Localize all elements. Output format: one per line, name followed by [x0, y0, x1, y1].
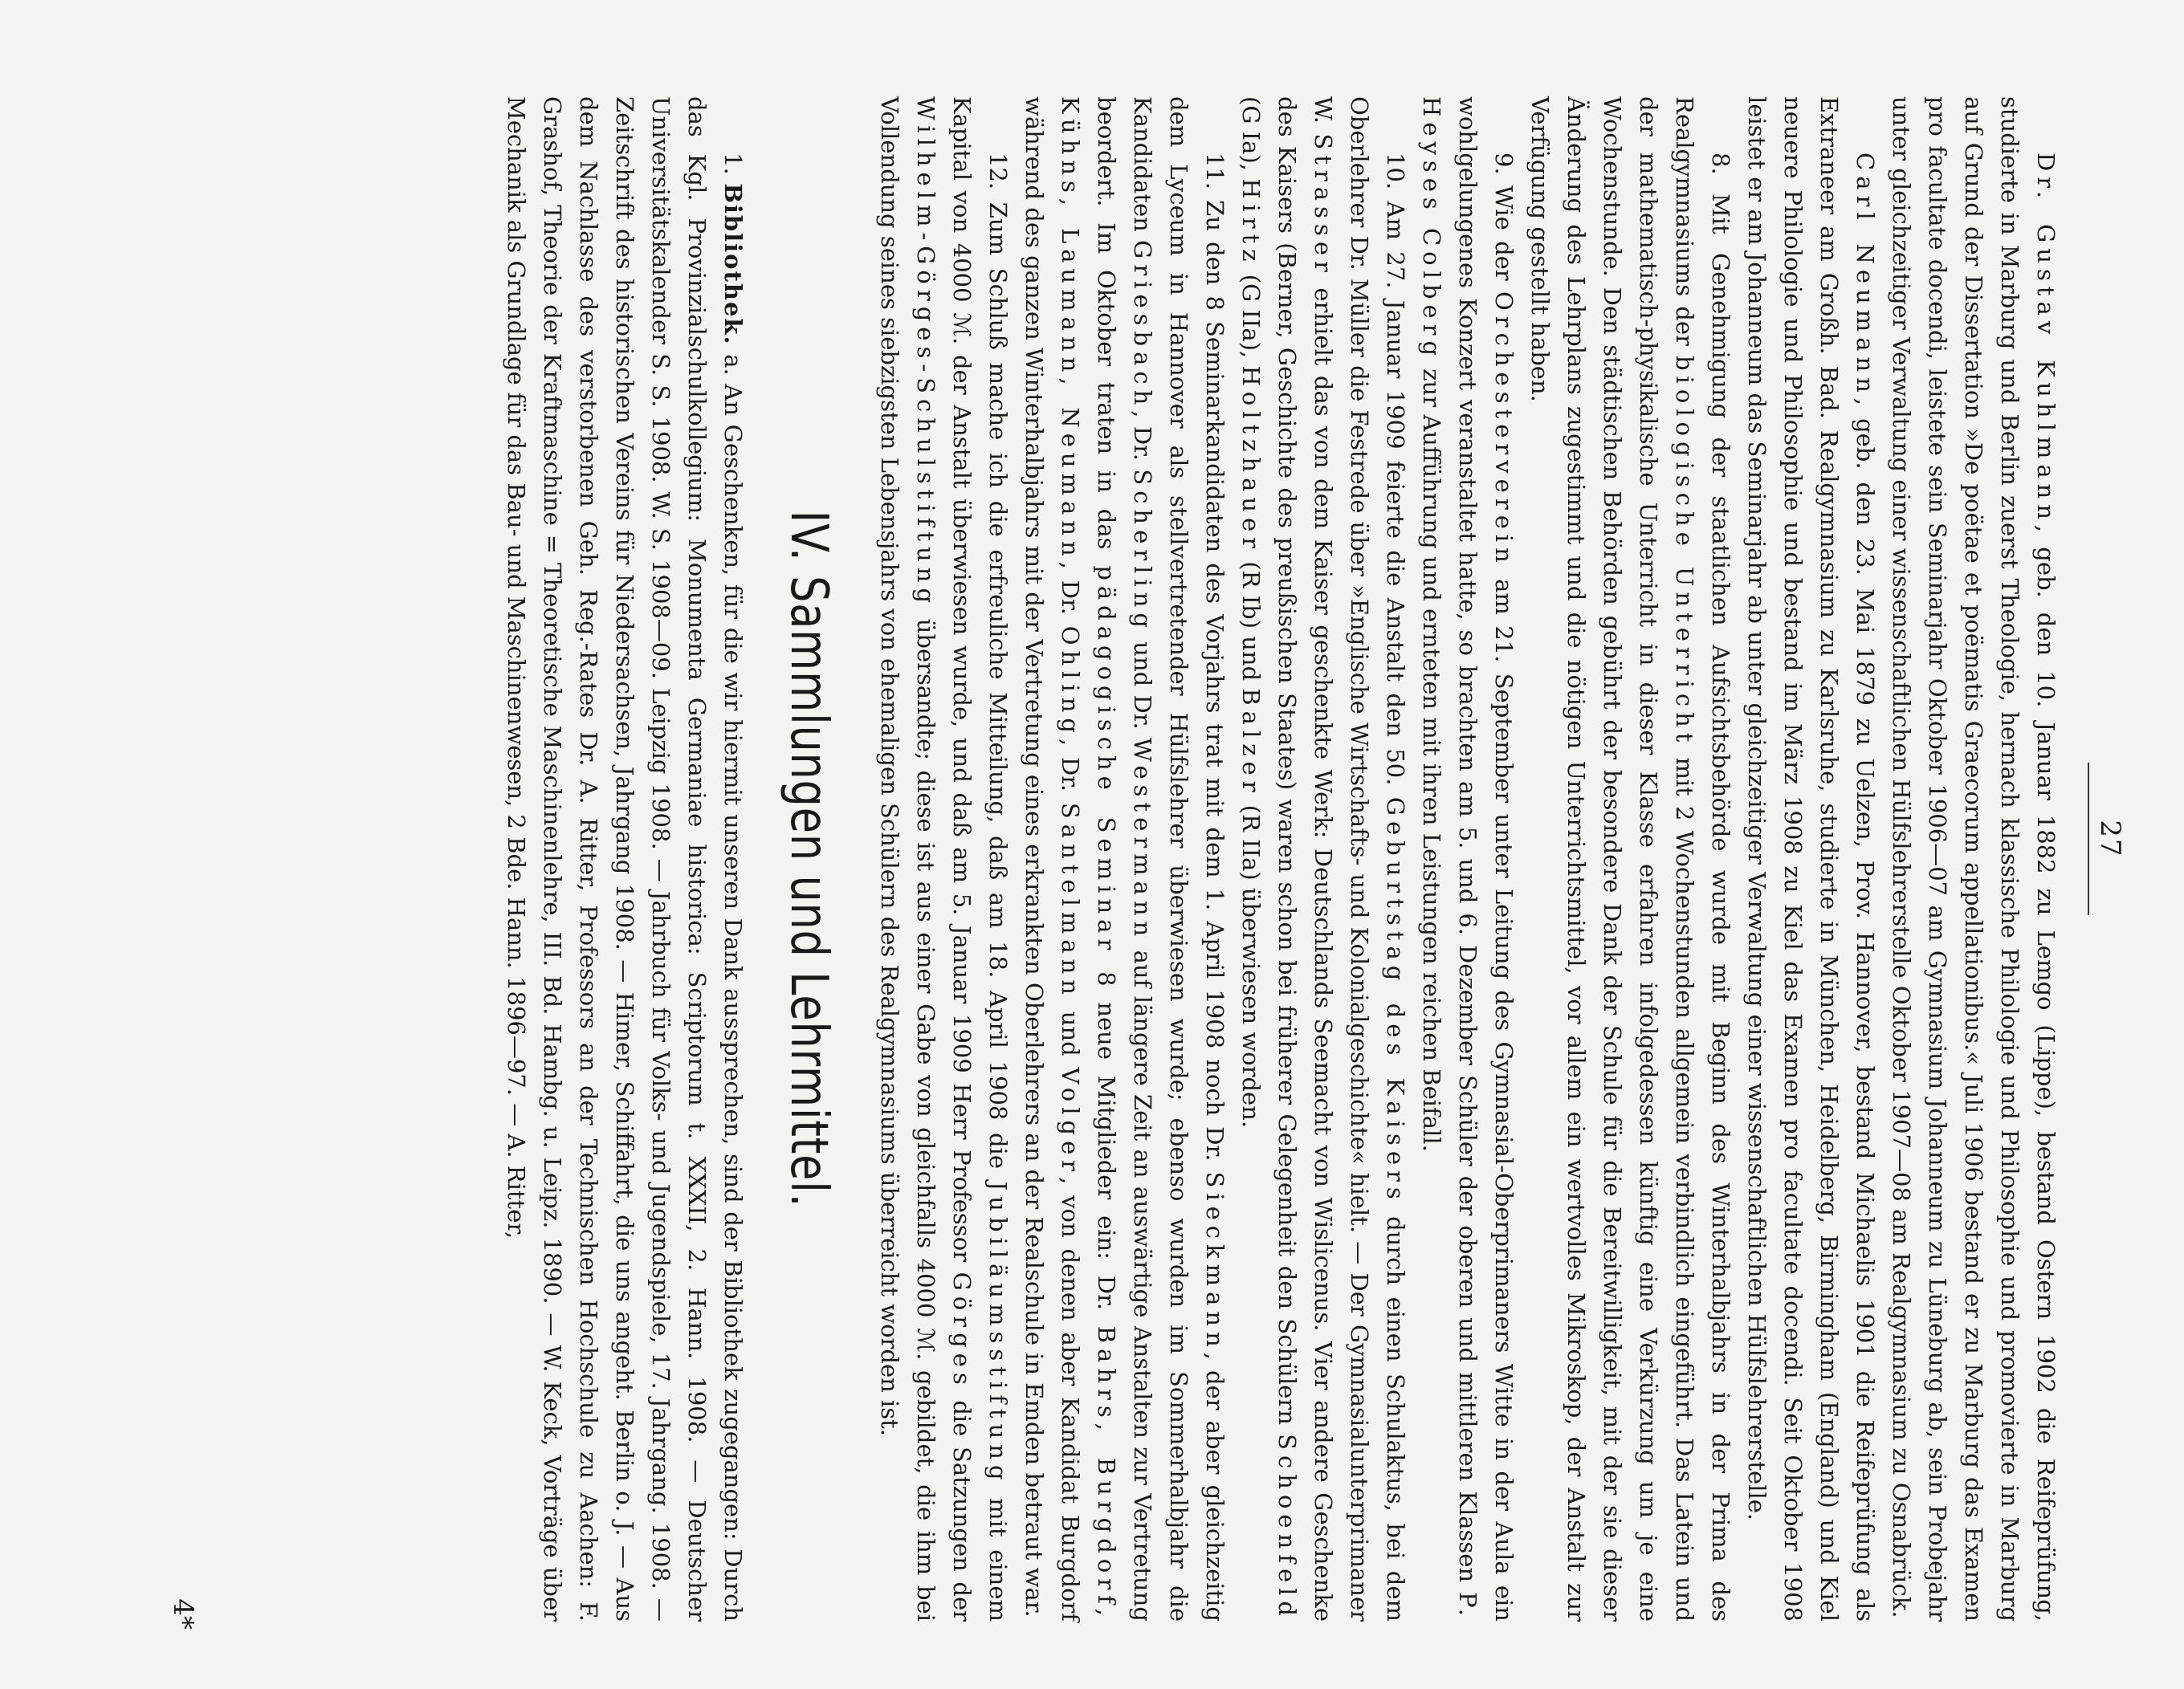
emphasis-foundation: Wilhelm-Görges-Schulstiftung [912, 96, 939, 609]
paragraph-10-kaiser [1233, 96, 1413, 1622]
emphasis-name: Schoenfeld [1273, 1434, 1301, 1622]
text-segment: zur Aufführung und ernteten mit ihren Leistungen reichen Beifall. [1418, 361, 1445, 1152]
text-segment: , Dr. [1129, 410, 1156, 470]
emphasis-name: Scherling [1129, 469, 1156, 633]
paragraph-9-orchestra [1413, 96, 1522, 1622]
text-segment: , von denen aber Kandidat Burgdorf während des ganzen Winterhalbjahrs mit der Vertretung eines erkrankten Oberlehrers an der Realschule in Emden betraut war. [1021, 96, 1084, 1622]
text-segment: 9. Wie der [1490, 153, 1518, 291]
emphasis-name: Görges [948, 1272, 976, 1390]
text-segment: (R Ib) und [1237, 554, 1265, 689]
paragraph-library [498, 96, 751, 1622]
emphasis-name: Santelmann [1057, 802, 1084, 1000]
emphasis-names: Bahrs, Burgdorf, Kühns, Laumann, Neumann [1057, 96, 1120, 1622]
emphasis-colberg: P. Heyses Colberg [1418, 96, 1481, 1622]
emphasis-name: Balzer [1237, 688, 1265, 798]
text-segment: und [1057, 999, 1084, 1068]
paragraph-8-biology [1522, 96, 1738, 1622]
text-segment: 12. Zum Schluß mache ich die erfreuliche Mitteilung, daß am 18. April 1908 die [984, 153, 1012, 1182]
text-segment: 11. Zu den 8 Seminarkandidaten des Vorjahrs trat mit dem 1. April 1908 noch Dr. [1201, 153, 1228, 1172]
emphasis-name: Ohling [1057, 625, 1084, 739]
paragraph-neumann [1738, 96, 1883, 1622]
text-segment: (R IIa) überwiesen worden. [1237, 797, 1265, 1129]
text-segment: erhielt das von dem Kaiser geschenkte Werk: Deutschlands Seemacht von Wislicenus. Vier andere Geschenke des Kaisers (Berner, Geschichte des preußischen Staates) waren schon bei früherer Gelegenheit den Schülern [1273, 96, 1337, 1622]
page-number-rule [2088, 763, 2089, 915]
text-segment: (G Ia), [1237, 96, 1265, 179]
text-segment: 8 neue Mitglieder ein: Dr. [1093, 955, 1120, 1326]
emphasis-name: Westermann [1129, 738, 1156, 942]
text-segment: und Dr. [1129, 633, 1156, 739]
text-segment: (G IIa), [1237, 267, 1265, 366]
emphasis-name: Strasser [1310, 133, 1337, 278]
text-neumann: , geb. den 23. Mai 1879 zu Uelzen, Prov. Hannover, bestand Michaelis 1901 die Reifeprüfung als Extraneer am Großh. Bad. Realgymnasium zu Karlsruhe, studierte in München, Heidelberg, Birmingham (England) und Kiel neuere Philologie und Philosophie und bestand im März 1908 zu Kiel das Examen pro facultate docendi. Seit Oktober 1908 leistet er am Johanneum das Seminarjahr ab unter gleichzeitiger Verwaltung einer wissenschaftlichen Hülfslehrerstelle. [1743, 96, 1879, 1622]
text-segment: mit einem Kapital von 4000 ℳ. der Anstalt überwiesen wurde, und daß am 5. Januar 1909 Herr Professor [948, 96, 1012, 1622]
text-kuhlmann: , geb. den 10. Januar 1882 zu Lemgo (Lippe), bestand Ostern 1902 die Reifeprüfung, studierte in Marburg und Berlin zuerst Theologie, hernach klassische Philologie und Philosophie und promovierte in Marburg auf Grund der Dissertation »De poëtae et poëmatis Graecorum appellationibus.« Juli 1906 bestand er zu Marburg das Examen pro facultate docendi, leistete sein Seminarjahr Oktober 1906—07 am Gymnasium Johanneum zu Lüneburg ab, sein Probejahr unter gleichzeitiger Verwaltung einer wissenschaftlichen Hülfslehrerstelle Oktober 1907—08 am Realgymnasium zu Osnabrück. [1888, 96, 2060, 1622]
emphasis-name: Griesbach [1129, 240, 1156, 411]
library-text: a. An Geschenken, für die wir hiermit unseren Dank aussprechen, sind der Bibliothek zugegangen: Durch das Kgl. Provinzialschulkollegium: Monumenta Germaniae historica: Scriptorum t. XXXII, 2. Hann. 1908. — Deutscher Universitätskalender S. S. 1908. W. S. 1908—09. Leipzig 1908. — Jahrbuch für Volks- und Jugendspiele, 17. Jahrgang. 1908. — Zeitschrift des historischen Vereins für Niedersachsen, Jahrgang 1908. — Himer, Schiffahrt, die uns angeht. Berlin o. J. — Aus dem Nachlasse des verstorbenen Geh. Reg.-Rates Dr. A. Ritter, Professors an der Technischen Hochschule zu Aachen: F. Grashof, Theorie der Kraftmaschine = Theoretische Maschinenlehre, III. Bd. Hambg. u. Leipz. 1890. — W. Keck, Vorträge über Mechanik als Grundlage für das Bau- und Maschinenwesen, 2 Bde. Hann. 1896—97. — A. Ritter, [503, 96, 747, 1622]
text-segment: auf längere Zeit an auswärtige Anstalten zur Vertretung beordert. Im Oktober traten in das [1093, 96, 1156, 1622]
text-segment: , der aber gleichzeitig dem Lyceum in Hannover als stellvertretender Hülfslehrer überwiesen wurde; ebenso wurden im Sommerhalbjahr die Kandidaten [1129, 96, 1228, 1622]
text-segment: 10. Am 27. Januar 1909 feierte die Anstalt den 50. [1382, 153, 1409, 797]
emphasis-birthday: Geburtstag des Kaisers [1382, 796, 1409, 1205]
emphasis-name: Sieckmann [1201, 1171, 1228, 1353]
library-number: 1. [719, 153, 747, 175]
text-segment: durch einen Schulaktus, bei dem Oberlehrer Dr. Müller die Festrede über »Englische Wirtschafts- und Kolonialgeschichte« hielt. — Der Gymnasialunterprimaner W. [1310, 96, 1409, 1622]
signature-mark: 4* [167, 1598, 199, 1630]
emphasis-jubilee: Jubiläumsstiftung [984, 1181, 1012, 1486]
text-segment: , Dr. [1057, 738, 1084, 803]
text-segment: 8. Mit Genehmigung der staatlichen Aufsichtsbehörde wurde mit Beginn des Winterhalbjahrs in der Prima des Realgymnasiums der [1671, 96, 1734, 1622]
library-heading: Bibliothek. [719, 183, 747, 346]
name-neumann: Carl Neumann [1852, 153, 1879, 398]
name-kuhlmann: Dr. Gustav Kuhlmann [2032, 153, 2060, 526]
rotated-book-page [128, 16, 2184, 1662]
text-segment: am 21. September unter Leitung des Gymnasial-Oberprimaners Witte in der Aula ein wohlgelungenes Konzert veranstaltet hatte, so brachten am 5. und 6. Dezember Schüler der oberen und mittleren Klassen [1454, 96, 1518, 1622]
section-title: IV. Sammlungen und Lehrmittel. [779, 510, 838, 1208]
page-number: 27 [2094, 820, 2126, 858]
emphasis-seminar: pädagogische Seminar [1093, 565, 1120, 956]
emphasis-name: Holtzhauer [1237, 365, 1265, 555]
paragraph-kuhlmann [1883, 96, 2064, 1622]
text-segment: , Dr. [1057, 561, 1084, 626]
paragraph-11-seminar [1016, 96, 1233, 1622]
emphasis-orchestra: Orchesterverein [1490, 291, 1518, 568]
paragraph-12-foundation [871, 96, 1016, 1622]
page-body [498, 96, 2064, 1622]
text-segment: übersandte; diese ist aus einer Gabe von gleichfalls 4000 ℳ. gebildet, die ihm bei Vollendung seines siebzigsten Lebensjahrs von ehemaligen Schülern des Realgymnasiums überreicht worden ist. [876, 96, 939, 1622]
emphasis-biology: biologische Unterricht [1671, 355, 1698, 748]
emphasis-name: Hirtz [1237, 178, 1265, 267]
text-segment: die Satzungen der [948, 1390, 976, 1622]
text-segment: mit 2 Wochenstunden allgemein verbindlich eingeführt. Das Latein und der mathematisch-physikalische Unterricht in dieser Klasse erfahren infolgedessen künftig eine Verkürzung um je eine Wochenstunde. Den städtischen Behörden gebührt der besondere Dank der Schule für die Bereitwilligkeit, mit der sie dieser Änderung des Lehrplans zugestimmt und die nötigen Unterrichtsmittel, vor allem ein wertvolles Mikroskop, der Anstalt zur Verfügung gestellt haben. [1526, 96, 1698, 1622]
emphasis-name: Volger [1057, 1067, 1084, 1178]
